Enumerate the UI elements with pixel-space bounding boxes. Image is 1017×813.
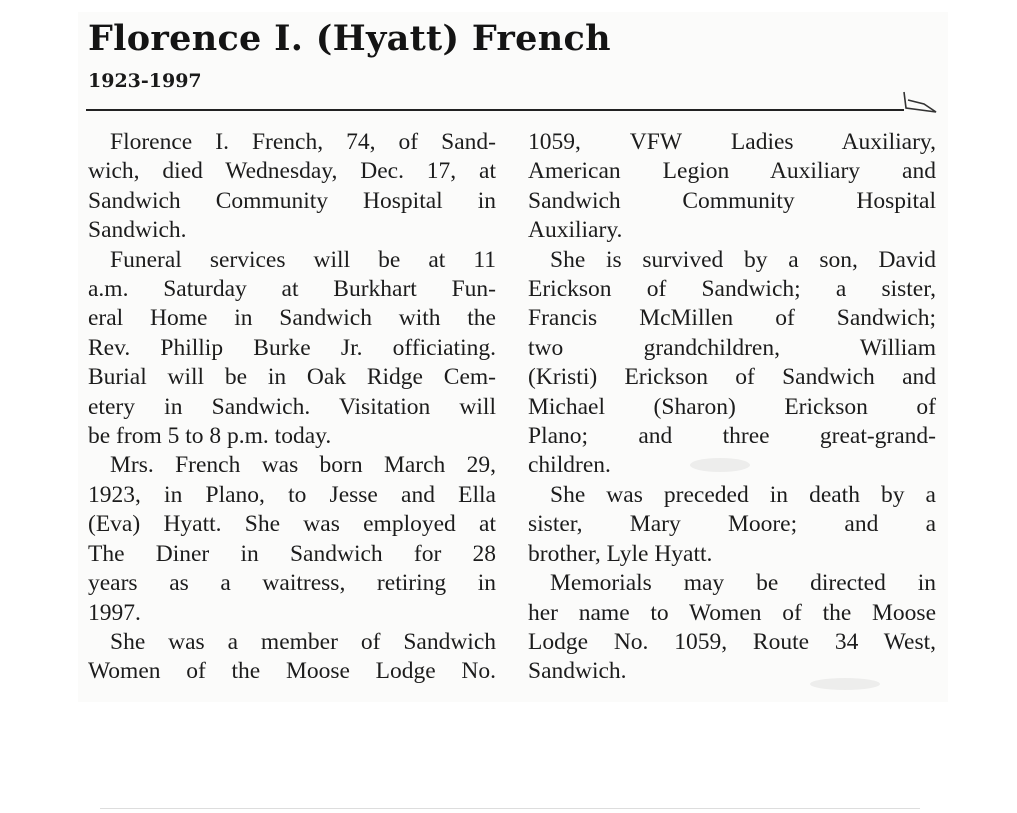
article-line: Sandwich Community Hospital <box>528 187 936 214</box>
article-line: The Diner in Sandwich for 28 <box>88 540 496 567</box>
obituary-headline: Florence I. (Hyatt) French <box>88 18 611 59</box>
article-line: Sandwich. <box>528 658 627 685</box>
article-line: sister, Mary Moore; and a <box>528 511 936 538</box>
article-line: Plano; and three great-grand- <box>528 423 936 450</box>
article-line: She was a member of Sandwich <box>110 628 496 655</box>
article-line: Burial will be in Oak Ridge Cem- <box>88 364 496 391</box>
article-line: Rev. Phillip Burke Jr. officiating. <box>88 334 496 361</box>
article-line: 1923, in Plano, to Jesse and Ella <box>88 481 496 508</box>
rule-arrow-icon <box>896 90 940 122</box>
article-line: Francis McMillen of Sandwich; <box>528 305 936 332</box>
article-line: Florence I. French, 74, of Sand- <box>110 129 496 155</box>
article-line: Auxiliary. <box>528 217 623 244</box>
article-line: Sandwich. <box>88 217 187 244</box>
article-line: etery in Sandwich. Visitation will <box>88 393 496 420</box>
article-line: She was preceded in death by a <box>550 481 936 508</box>
article-line: her name to Women of the Moose <box>528 599 936 626</box>
right-column <box>528 128 936 687</box>
article-line: two grandchildren, William <box>528 334 936 361</box>
article-line: a.m. Saturday at Burkhart Fun- <box>88 276 496 303</box>
article-line: Women of the Moose Lodge No. <box>88 658 496 685</box>
article-line: (Kristi) Erickson of Sandwich and <box>528 364 936 391</box>
article-line: be from 5 to 8 p.m. today. <box>88 423 332 450</box>
article-line: Sandwich Community Hospital in <box>88 187 496 214</box>
article-line: American Legion Auxiliary and <box>528 158 936 185</box>
page-edge <box>100 808 920 809</box>
article-line: Memorials may be directed in <box>550 570 936 597</box>
article-line: Funeral services will be at 11 <box>110 246 496 273</box>
article-line: 1997. <box>88 599 141 626</box>
article-line: years as a waitress, retiring in <box>88 570 496 597</box>
article-line: brother, Lyle Hyatt. <box>528 540 713 567</box>
article-line: Michael (Sharon) Erickson of <box>528 393 936 420</box>
article-line: She is survived by a son, David <box>550 246 936 273</box>
article-line: eral Home in Sandwich with the <box>88 305 496 332</box>
article-line: 1059, VFW Ladies Auxiliary, <box>528 129 936 155</box>
left-column <box>88 128 496 687</box>
life-dates: 1923-1997 <box>88 70 202 92</box>
article-line: Erickson of Sandwich; a sister, <box>528 276 936 303</box>
article-line: Lodge No. 1059, Route 34 West, <box>528 628 936 655</box>
article-line: children. <box>528 452 611 479</box>
article-line: wich, died Wednesday, Dec. 17, at <box>88 158 496 185</box>
headline-rule <box>86 109 904 111</box>
article-line: (Eva) Hyatt. She was employed at <box>88 511 496 538</box>
article-line: Mrs. French was born March 29, <box>110 452 496 479</box>
